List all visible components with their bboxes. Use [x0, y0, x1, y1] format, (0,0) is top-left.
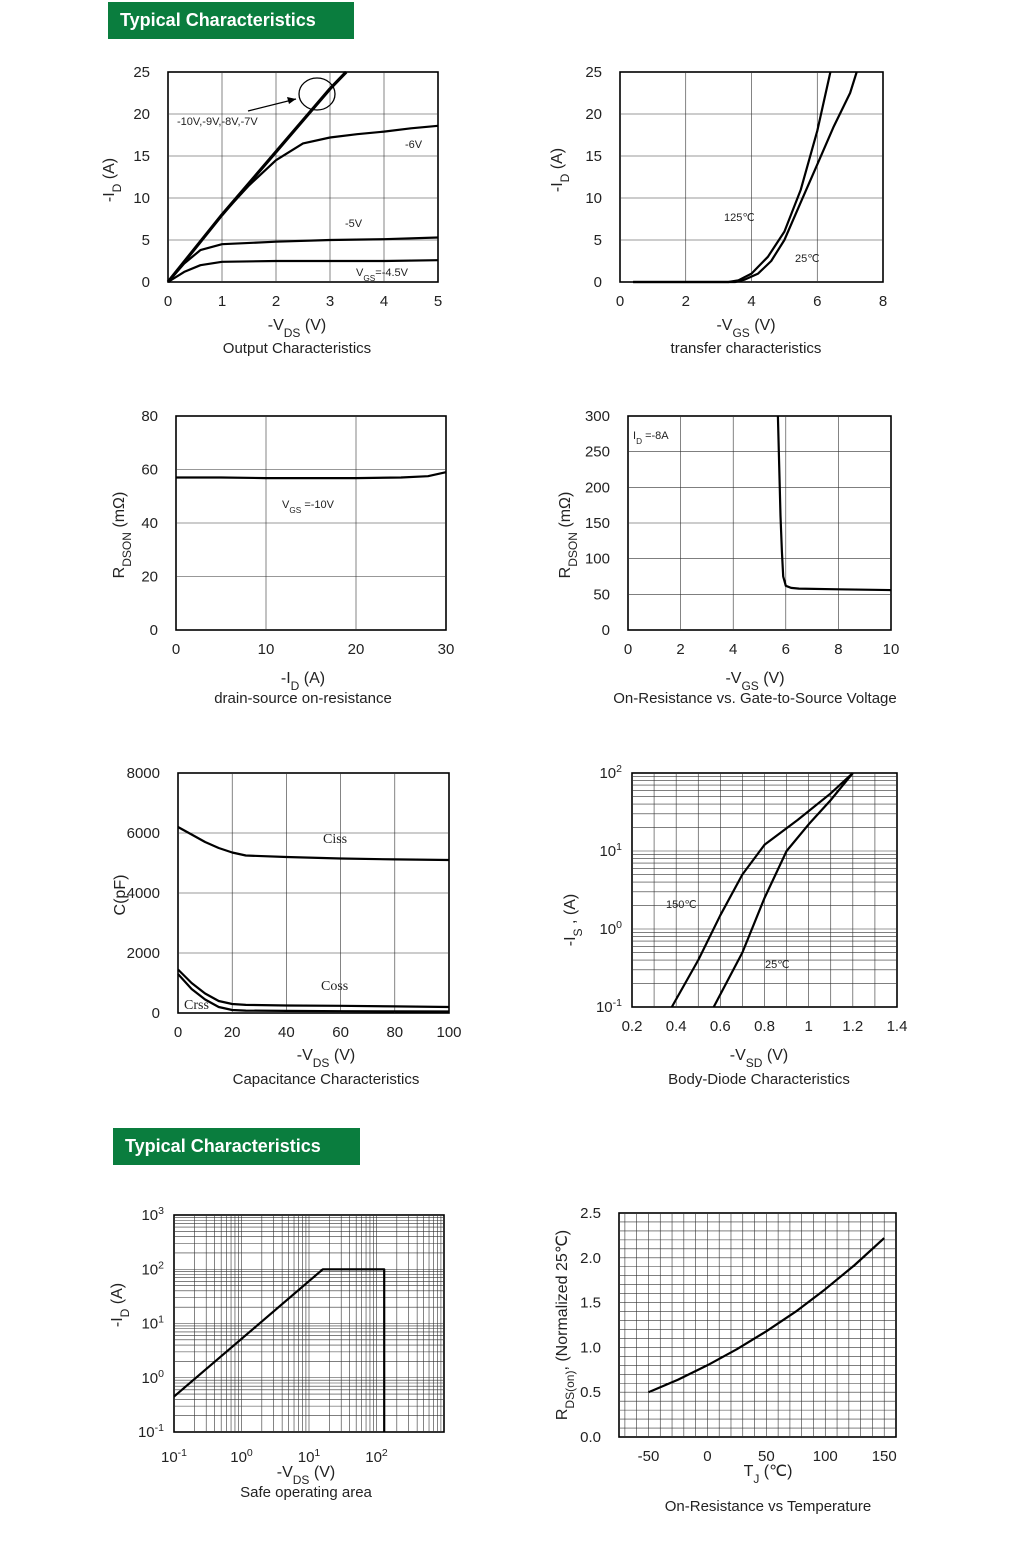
chart4-y-tick-label: 150 — [584, 515, 610, 532]
chart5-x-tick-label: 60 — [332, 1024, 349, 1041]
chart3-y-axis-label: $R_{DSON}$ (mΩ) — [111, 491, 134, 579]
chart1-y-tick-label: 25 — [133, 64, 150, 81]
chart5-annotation: Ciss — [323, 832, 348, 847]
chart1-x-axis-label: $-V_{DS}$ (V) — [267, 317, 327, 340]
chart4-x-tick-label: 10 — [882, 641, 900, 658]
chart6-x-tick-label: 1.4 — [886, 1018, 908, 1035]
chart6-annotation: 150℃ — [666, 899, 697, 911]
chart1-annotation: $V_{GS}=-4.5V$ — [356, 267, 408, 283]
chart1-y-tick-label: 20 — [133, 106, 150, 123]
section-banner-1: Typical Characteristics — [108, 2, 354, 39]
chart7-x-tick-label: $10^0$ — [230, 1447, 253, 1466]
chart7-x-tick-label: $10^{-1}$ — [160, 1447, 188, 1466]
chart3-x-tick-label: 20 — [347, 641, 365, 658]
chart1-x-tick-label: 0 — [163, 293, 173, 310]
chart4-y-tick-label: 0 — [601, 622, 610, 639]
chart2-caption: transfer characteristics — [670, 340, 822, 357]
chart1-x-tick-label: 2 — [271, 293, 281, 310]
chart4-y-tick-label: 50 — [593, 586, 610, 604]
chart6-y-tick-label: $10^2$ — [599, 763, 622, 782]
chart1-y-tick-label: 5 — [141, 232, 150, 249]
chart2-y-tick-label: 5 — [593, 232, 602, 249]
chart7-y-axis-label: $-I_D$ (A) — [109, 1282, 132, 1328]
chart1-x-tick-label: 1 — [217, 293, 227, 310]
chart3-annotation: $V_{GS} =-10V$ — [282, 499, 334, 515]
chart8-x-tick-label: 100 — [812, 1448, 838, 1465]
chart8-x-tick-label: -50 — [637, 1448, 660, 1465]
chart5-x-tick-label: 40 — [278, 1024, 295, 1041]
chart3-y-tick-label: 0 — [149, 622, 158, 639]
chart7-y-tick-label: $10^3$ — [141, 1205, 164, 1224]
section-banner-2: Typical Characteristics — [113, 1128, 360, 1165]
chart2-annotation: 125℃ — [724, 212, 755, 224]
chart3-x-tick-label: 0 — [171, 641, 181, 658]
chart8-y-axis-label: $R_{DS(on)}$, (Normalized 25℃) — [554, 1229, 577, 1421]
chart3-caption: drain-source on-resistance — [214, 690, 392, 707]
chart1-y-tick-label: 15 — [133, 148, 150, 165]
chart4-caption: On-Resistance vs. Gate-to-Source Voltage — [613, 690, 897, 707]
chart1-y-axis-label: $-I_D$ (A) — [101, 157, 124, 203]
chart3-y-tick-label: 80 — [141, 408, 158, 425]
chart2-x-tick-label: 8 — [878, 293, 888, 310]
chart4-x-axis-label: $-V_{GS}$ (V) — [725, 670, 785, 693]
chart6-x-axis-label: $-V_{SD}$ (V) — [729, 1047, 789, 1070]
chart5-y-tick-label: 8000 — [126, 765, 160, 782]
chart5-y-tick-label: 0 — [151, 1005, 160, 1022]
chart2-x-axis-label: $-V_{GS}$ (V) — [716, 317, 776, 340]
chart5-annotation: Crss — [184, 998, 209, 1013]
chart4-y-tick-label: 200 — [584, 479, 610, 497]
chart6-x-tick-label: 0.4 — [665, 1018, 687, 1035]
chart3-x-axis-label: $-I_D$ (A) — [280, 670, 326, 693]
chart6-x-tick-label: 0.6 — [709, 1018, 731, 1035]
chart8-x-axis-label: $T_J$ (℃) — [743, 1463, 793, 1486]
chart1-annotation: -10V,-9V,-8V,-7V — [177, 116, 258, 128]
chart1-y-tick-label: 10 — [133, 190, 150, 207]
chart6-y-axis-label: $-I_S$ , (A) — [562, 893, 585, 947]
chart8-y-tick-label: 1.5 — [580, 1294, 601, 1312]
chart7-y-tick-label: $10^{-1}$ — [137, 1422, 164, 1441]
chart7-x-tick-label: $10^2$ — [365, 1447, 388, 1466]
chart2-x-tick-label: 4 — [747, 293, 756, 310]
chart8-y-tick-label: 0.5 — [580, 1384, 601, 1402]
chart4-x-tick-label: 0 — [623, 641, 633, 658]
chart5-y-tick-label: 6000 — [126, 825, 160, 842]
chart8-x-tick-label: 0 — [703, 1448, 712, 1465]
chart3-y-tick-label: 40 — [141, 515, 158, 532]
chart8-y-tick-label: 2.5 — [580, 1205, 601, 1222]
chart8-y-tick-label: 0.0 — [580, 1429, 601, 1446]
chart6-x-tick-label: 1.2 — [842, 1018, 864, 1035]
chart5-y-tick-label: 4000 — [126, 885, 160, 902]
chart7-y-tick-label: $10^2$ — [141, 1259, 164, 1279]
chart7-x-tick-label: $10^1$ — [297, 1447, 321, 1466]
chart2-y-tick-label: 15 — [585, 148, 602, 165]
chart7-x-axis-label: $-V_{DS}$ (V) — [276, 1464, 336, 1487]
chart2-y-tick-label: 25 — [585, 64, 602, 81]
chart5-x-tick-label: 0 — [173, 1024, 183, 1041]
chart8-y-tick-label: 1.0 — [580, 1339, 601, 1357]
chart4-y-tick-label: 100 — [584, 550, 610, 568]
chart2-y-axis-label: $-I_D$ (A) — [549, 147, 572, 193]
chart2-x-tick-label: 6 — [813, 293, 822, 310]
chart3-x-tick-label: 10 — [257, 641, 275, 658]
chart7-y-tick-label: $10^0$ — [141, 1367, 164, 1387]
chart6-y-tick-label: $10^1$ — [599, 841, 622, 860]
chart4-x-tick-label: 8 — [834, 641, 843, 658]
chart3-y-tick-label: 60 — [141, 461, 158, 479]
chart2-y-tick-label: 20 — [585, 106, 602, 123]
chart8-caption: On-Resistance vs Temperature — [664, 1498, 872, 1515]
chart6-x-tick-label: 0.8 — [754, 1018, 775, 1035]
chart3-x-tick-label: 30 — [437, 641, 455, 658]
chart4-x-tick-label: 2 — [676, 641, 685, 658]
chart6-y-tick-label: $10^0$ — [599, 919, 622, 938]
chart3-y-tick-label: 20 — [141, 568, 158, 586]
chart8-y-tick-label: 2.0 — [580, 1249, 601, 1267]
chart5-x-axis-label: $-V_{DS}$ (V) — [296, 1047, 356, 1070]
chart4-y-tick-label: 300 — [584, 408, 610, 425]
chart4-x-tick-label: 6 — [781, 641, 790, 658]
chart5-caption: Capacitance Characteristics — [232, 1071, 420, 1088]
chart8-x-tick-label: 50 — [757, 1448, 775, 1465]
chart5-x-tick-label: 80 — [386, 1024, 404, 1041]
chart5-annotation: Coss — [321, 979, 349, 994]
chart5-y-axis-label: C(pF) — [112, 874, 129, 916]
chart7-y-tick-label: $10^1$ — [141, 1313, 164, 1333]
chart2-y-tick-label: 0 — [593, 274, 602, 291]
chart1-caption: Output Characteristics — [222, 340, 372, 357]
chart2-x-tick-label: 2 — [681, 293, 690, 310]
chart7-caption: Safe operating area — [240, 1484, 372, 1501]
chart6-caption: Body-Diode Characteristics — [668, 1071, 850, 1088]
chart2-x-tick-label: 0 — [615, 293, 625, 310]
chart5-x-tick-label: 20 — [223, 1024, 241, 1041]
chart2-annotation: 25℃ — [795, 253, 820, 265]
chart1-x-tick-label: 5 — [433, 293, 443, 310]
chart1-y-tick-label: 0 — [141, 274, 150, 291]
chart4-x-tick-label: 4 — [729, 641, 738, 658]
chart2-y-tick-label: 10 — [585, 190, 602, 207]
chart5-y-tick-label: 2000 — [126, 945, 160, 962]
chart1-annotation: -5V — [345, 218, 363, 230]
chart1-x-tick-label: 4 — [379, 293, 389, 310]
chart4-y-axis-label: $R_{DSON}$ (mΩ) — [557, 491, 580, 579]
chart5-x-tick-label: 100 — [436, 1024, 462, 1041]
chart1-x-tick-label: 3 — [325, 293, 335, 310]
chart4-annotation: $I_D =-8A$ — [633, 430, 669, 446]
chart6-y-tick-label: $10^{-1}$ — [595, 997, 622, 1016]
chart4-y-tick-label: 250 — [584, 443, 610, 461]
chart1-annotation: -6V — [405, 139, 423, 151]
chart6-annotation: 25℃ — [765, 959, 790, 971]
chart6-x-tick-label: 1 — [804, 1018, 813, 1035]
chart6-x-tick-label: 0.2 — [621, 1018, 643, 1035]
chart8-x-tick-label: 150 — [871, 1448, 897, 1465]
